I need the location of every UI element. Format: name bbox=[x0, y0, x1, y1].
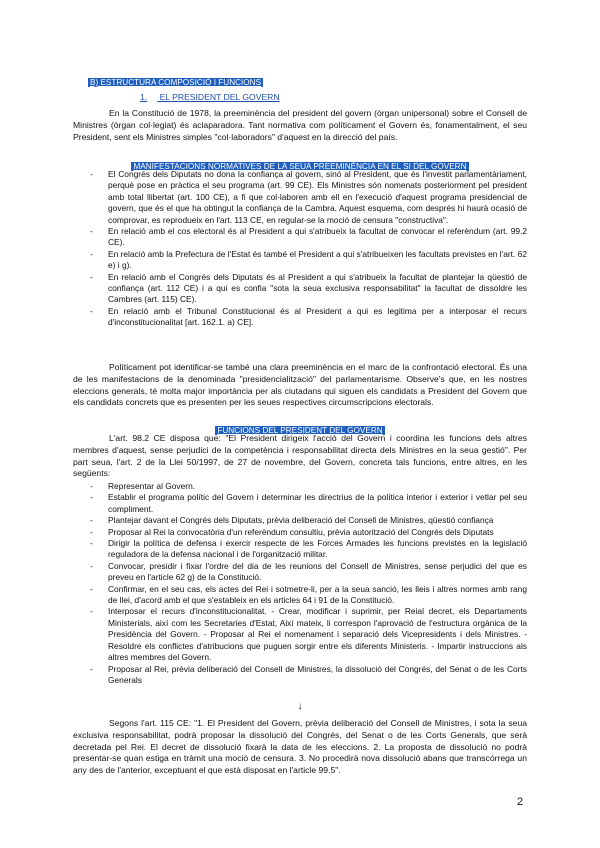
list-item bbox=[73, 515, 527, 526]
list-item-text: El Congrés dels Diputats no dona la confiança al govern, sinó al President, que és l'investit parlamentàriament, perquè pose en pràctica el seu programa (art. 99 CE). Els Ministres són nomenats posteriorment pel president amb total llibertat (art. 100 CE), a fi que col·laboren amb ell en l'execució d'aquest programa presidencial de govern, que és el que ha obtingut la confiança de la Cambra. Aquest esquema, com després hi haurà ocasió de comprovar, es reprodueix en l'art. 113 CE, en regular-se la moció de censura "constructiva". bbox=[108, 169, 527, 225]
list-item-text: Proposar al Rei la convocatòria d'un referèndum consultiu, prèvia autorització del Congrés dels Diputats bbox=[108, 526, 494, 537]
list-item bbox=[73, 169, 527, 226]
list-item-text: Confirmar, en el seu cas, els actes del Rei i sotmetre-li, per a la seua sanció, les lleis i altres normes amb rang de llei, d'acord amb el que s'estableix en els articles 64 i 91 de la Constitució. bbox=[108, 583, 527, 606]
bullet-dash: - bbox=[90, 481, 93, 491]
bullet-dash: - bbox=[90, 606, 93, 617]
bullet-dash: - bbox=[90, 492, 93, 503]
bullet-dash: - bbox=[90, 169, 93, 179]
list-item bbox=[73, 272, 527, 306]
list-item bbox=[73, 538, 527, 561]
list-item-text: Representar al Govern. bbox=[108, 481, 196, 491]
list-item bbox=[73, 584, 527, 607]
bullet-dash: - bbox=[90, 305, 93, 316]
list-item bbox=[73, 606, 527, 663]
heading-funcions-text: FUNCIONS DEL PRESIDENT DEL GOVERN bbox=[217, 426, 383, 435]
list-item bbox=[73, 306, 527, 329]
intro-paragraph: En la Constitució de 1978, la preeminència del president del govern (òrgan unipersonal) sobre el Consell de Ministres (òrgan col·legiat) és aclaparadora. Tant normativa com políticament el Govern és, fonamentalment, el seu President, sent els Ministres simples "col·laboradors" d'aquest en la direcció del país. bbox=[73, 108, 527, 142]
subsection-title bbox=[140, 92, 280, 102]
section-title-text: B) ESTRUCTURA COMPOSICIÓ I FUNCIONS bbox=[90, 78, 262, 87]
list-item-text: Dirigir la política de defensa i exercir respecte de les Forces Armades les funcions previstes en la legislació reguladora de la defensa nacional i de l'organització militar. bbox=[108, 538, 527, 560]
paragraph-funcions: L'art. 98.2 CE disposa que: "El President dirigeix l'acció del Govern i coordina les funcions dels altres membres d'aquest, sense perjudici de la competència i responsabilitat directa dels Ministres en la seua gestió". Per part seua, l'art. 2 de la Llei 50/1997, de 27 de novembre, del Govern, concreta tals funcions, entre altres, en les següents: bbox=[73, 433, 527, 479]
manifestacions-list bbox=[73, 169, 527, 329]
list-item bbox=[73, 561, 527, 584]
subsection-title-text: EL PRESIDENT DEL GOVERN bbox=[159, 92, 280, 102]
subsection-number: 1. bbox=[140, 92, 148, 102]
bullet-dash: - bbox=[90, 538, 93, 549]
list-item bbox=[73, 492, 527, 515]
list-item-text: Interposar el recurs d'inconstitucionalitat. - Crear, modificar i suprimir, per Reial decret, els Departaments Ministerials, així com les Secretaries d'Estat, Així mateix, li correspon l'aprovació de l'estructura orgànica de la Presidència del Govern. - Proposar al Rei el nomenament i separació dels Vicepresidents i dels Ministres. - Resoldre els conflictes d'atribucions que puguen sorgir entre els diferents Ministeris. - Impartir instruccions als altres membres del Govern. bbox=[108, 606, 527, 663]
bullet-dash: - bbox=[90, 226, 93, 237]
down-arrow-icon: ↓ bbox=[297, 701, 303, 712]
bullet-dash: - bbox=[90, 515, 93, 526]
list-item-text: En relació amb la Prefectura de l'Estat és també el President a qui s'atribueixen les facultats previstes en l'art. 62 e) i g). bbox=[108, 248, 527, 271]
section-title bbox=[88, 72, 263, 90]
list-item-text: Convocar, presidir i fixar l'ordre del dia de les reunions del Consell de Ministres, sense perjudici del que es preveu en l'article 62 g) de la Constitució. bbox=[108, 560, 527, 583]
funcions-list bbox=[73, 481, 527, 686]
list-item-text: En relació amb el cos electoral és al President a qui s'atribueix la facultat de convocar el referèndum (art. 99.2 CE). bbox=[108, 226, 527, 248]
list-item-text: Plantejar davant el Congrés dels Diputats, prèvia deliberació del Consell de Ministres, qüestió confiança bbox=[108, 515, 494, 526]
bullet-dash: - bbox=[90, 663, 93, 674]
list-item-text: Establir el programa polític del Govern i determinar les directrius de la política interior i exterior i vetlar pel seu compliment. bbox=[108, 492, 527, 514]
bullet-dash: - bbox=[90, 271, 93, 282]
list-item bbox=[73, 249, 527, 272]
bullet-dash: - bbox=[90, 526, 93, 537]
list-item bbox=[73, 481, 527, 492]
list-item bbox=[73, 664, 527, 687]
bullet-dash: - bbox=[90, 583, 93, 594]
paragraph-politicament: Políticament pot identificar-se també una clara preeminència en el marc de la confrontació electoral. És una de les manifestacions de la denominada "presidencialització" del parlamentarisme. Observe's que, en les nostres eleccions generals, té molta major importància per als ciutadans qui siguen els candidats a President del Govern que els candidats concrets que es presenten per les seues respectives circumscripcions electorals. bbox=[73, 362, 527, 408]
list-item bbox=[73, 527, 527, 538]
paragraph-art115: Segons l'art. 115 CE: "1. El President del Govern, prèvia deliberació del Consell de Ministres, i sota la seua exclusiva responsabilitat, podrà proposar la dissolució del Congrés, del Senat o de les Corts Generals, que serà decretada pel Rei. El decret de dissolució fixarà la data de les eleccions. 2. La proposta de dissolució no podrà presentar-se quan estiga en tràmit una moció de censura. 3. No procedirà nova dissolució abans que transcórrega un any des de l'anterior, exceptuant el que està disposat en l'article 99.5". bbox=[73, 718, 527, 776]
list-item bbox=[73, 226, 527, 249]
heading-manifestacions-text: MANIFESTACIONS NORMATIVES DE LA SEUA PREEMINÈNCIA EN EL SI DEL GOVERN bbox=[133, 162, 467, 171]
bullet-dash: - bbox=[90, 560, 93, 571]
bullet-dash: - bbox=[90, 248, 93, 259]
list-item-text: Proposar al Rei, prèvia deliberació del Consell de Ministres, la dissolució del Congrés, del Senat o de les Corts Generals bbox=[108, 663, 527, 685]
page-number: 2 bbox=[517, 796, 524, 808]
list-item-text: En relació amb el Tribunal Constitucional és al President a qui es legitima per a interposar el recurs d'inconstitucionalitat [art. 162.1. a) CE]. bbox=[108, 305, 527, 328]
list-item-text: En relació amb el Congrés dels Diputats és al President a qui s'atribueix la facultat de plantejar la qüestió de confiança (art. 112 CE) i a qui es confia "sota la seua exclusiva responsabilitat" la facultat de dissoldre les Cambres (art. 115) CE). bbox=[108, 271, 527, 305]
